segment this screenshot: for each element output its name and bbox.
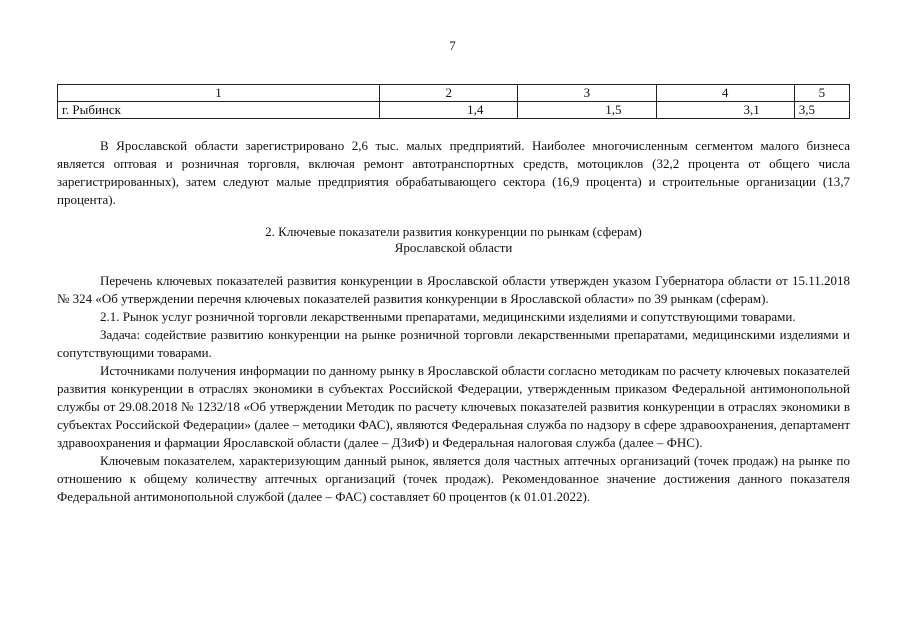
body-text <box>57 272 850 506</box>
page-number: 7 <box>449 38 456 53</box>
paragraph: Задача: содействие развитию конкуренции на рынке розничной торговли лекарственными препаратами, медицинскими изделиями и сопутствующими товарами. <box>57 327 850 360</box>
table-header-row <box>58 85 850 102</box>
paragraph: 2.1. Рынок услуг розничной торговли лекарственными препаратами, медицинскими изделиями и сопутствующими товарами. <box>100 309 796 324</box>
table-header-cell: 4 <box>656 85 794 102</box>
table-cell: 3,1 <box>656 102 794 119</box>
paragraph: Источниками получения информации по данному рынку в Ярославской области согласно методикам по расчету ключевых показателей развития конкуренции в отраслях экономики в субъектах Российской Федерации, утвержденным приказом Федеральной антимонопольной службы от 29.08.2018 № 1232/18 «Об утверждении Методик по расчету ключевых показателей развития конкуренции в отраслях экономики в субъектах Российской Федерации» (далее – методики ФАС), являются Федеральная служба по надзору в сфере здравоохранения, департамент здравоохранения и фармации Ярославской области (далее – ДЗиФ) и Федеральная налоговая служба (далее – ФНС). <box>57 363 850 450</box>
paragraph: Ключевым показателем, характеризующим данный рынок, является доля частных аптечных организаций (точек продаж) на рынке по отношению к общему количеству аптечных организаций (точек продаж). Рекомендованное значение достижения данного показателя Федеральной антимонопольной службой (далее – ФАС) составляет 60 процентов (к 01.01.2022). <box>57 453 850 504</box>
table-cell: 1,4 <box>380 102 518 119</box>
table-header-cell: 1 <box>58 85 380 102</box>
table-header-cell: 5 <box>794 85 849 102</box>
intro-block <box>57 137 850 209</box>
section-heading-line1: 2. Ключевые показатели развития конкуренции по рынкам (сферам) <box>265 224 642 239</box>
paragraph: Перечень ключевых показателей развития конкуренции в Ярославской области утвержден указом Губернатора области от 15.11.2018 № 324 «Об утверждении перечня ключевых показателей развития конкуренции в Ярославской области» по 39 рынкам (сферам). <box>57 273 850 306</box>
table-cell: 3,5 <box>794 102 849 119</box>
table-cell: 1,5 <box>518 102 656 119</box>
table-row <box>58 102 850 119</box>
table-header-cell: 2 <box>380 85 518 102</box>
table-header-cell: 3 <box>518 85 656 102</box>
data-table <box>57 84 850 119</box>
section-heading-line2: Ярославской области <box>394 240 513 255</box>
section-heading <box>57 224 850 256</box>
intro-paragraph: В Ярославской области зарегистрировано 2,6 тыс. малых предприятий. Наиболее многочисленным сегментом малого бизнеса является оптовая и розничная торговля, включая ремонт автотранспортных средств, мотоциклов (32,2 процента от общего числа зарегистрированных), затем следуют малые предприятия обрабатывающего сектора (16,9 процента) и строительные организации (13,7 процента). <box>57 138 850 207</box>
table-cell-city: г. Рыбинск <box>58 102 380 119</box>
